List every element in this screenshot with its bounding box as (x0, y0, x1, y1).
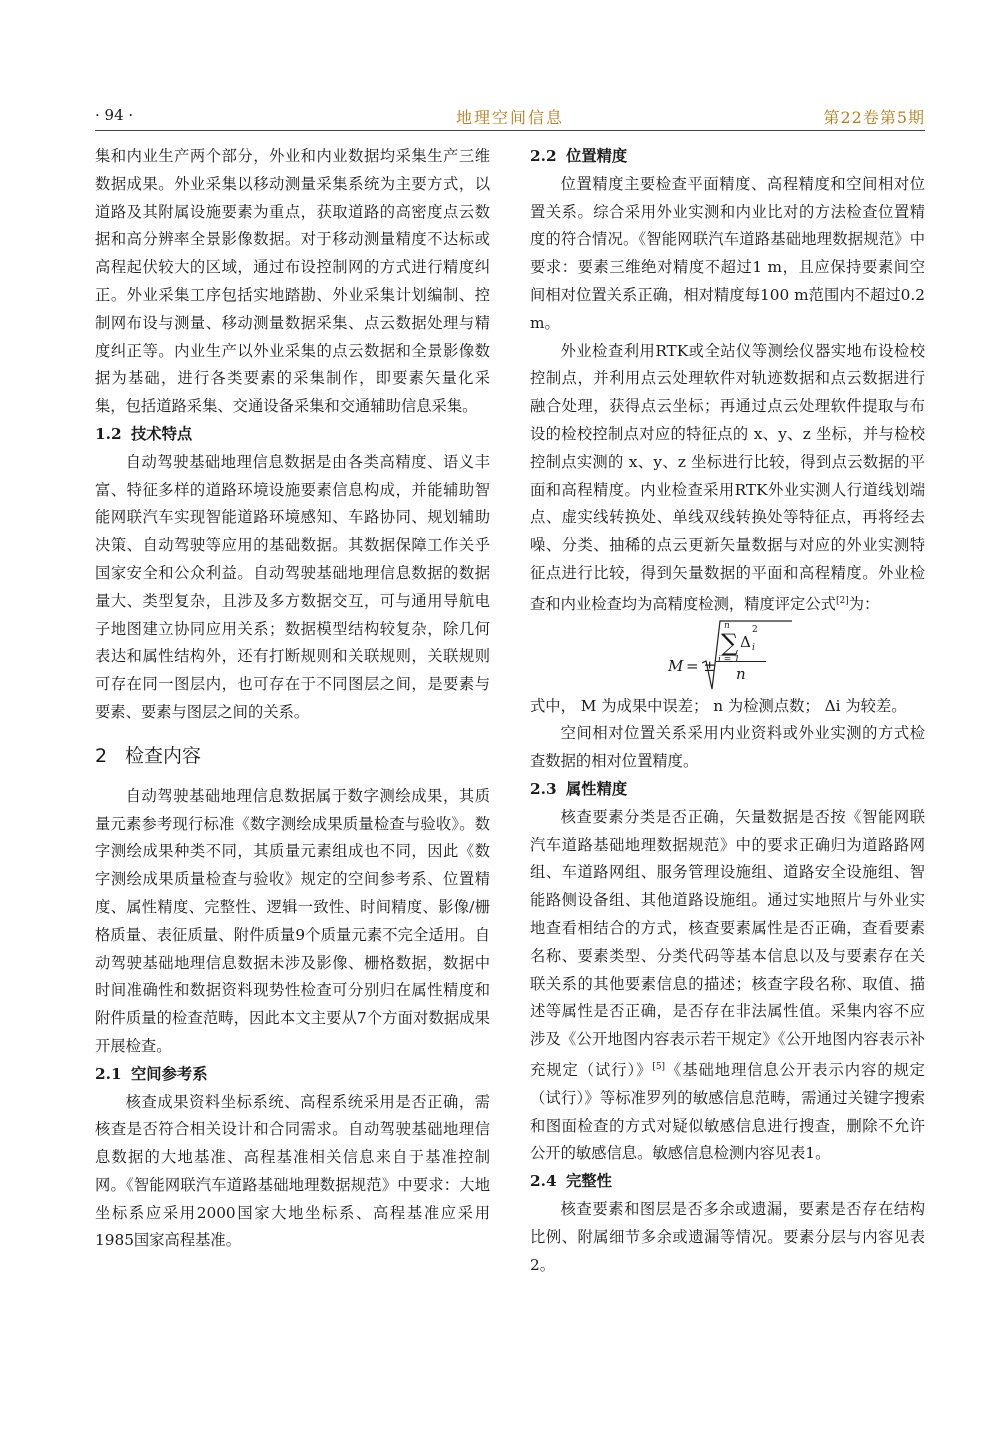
paragraph-field-check (530, 338, 925, 619)
section-number: 2.2 (530, 147, 557, 165)
formula-exponent: 2 (752, 624, 758, 635)
page-number: · 94 · (95, 106, 134, 124)
formula-symbol: = ± (686, 656, 716, 675)
section-number: 2 (95, 744, 108, 767)
section-heading-2-1 (95, 1061, 490, 1089)
section-number: 2.4 (530, 1172, 557, 1191)
section-heading-2-2 (530, 143, 925, 171)
section-number: 2.1 (95, 1064, 122, 1083)
fraction-bar (716, 661, 766, 662)
sqrt-sign (702, 619, 792, 693)
left-column (95, 143, 490, 1255)
paragraph-attribute-accuracy (530, 804, 925, 1168)
section-heading-2-4 (530, 1168, 925, 1196)
citation: [5] (652, 1062, 666, 1072)
section-title: 空间参考系 (131, 1064, 208, 1083)
formula-subscript: i (752, 642, 755, 653)
paragraph-tech-features: 自动驾驶基础地理信息数据是由各类高精度、语义丰富、特征多样的道路环境设施要素信息构成，并能辅助智能网联汽车实现智能道路环境感知、车路协同、规划辅助决策、自动驾驶等应用的基础数据。其数据保障工作关乎国家安全和公众利益。自动驾驶基础地理信息数据的数据量大、类型复杂，且涉及多方数据交互，可与通用导航电子地图建立协同应用关系；数据模型结构较复杂，除几何表达和属性结构外，还有打断规则和关联规则，关联规则可存在同一图层内，也可存在于不同图层之间，是要素与要素、要素与图层之间的关系。 (95, 452, 490, 721)
paragraph-formula-legend: 式中， M 为成果中误差； n 为检测点数； Δi 为较差。 (530, 696, 907, 715)
paragraph-text: 外业检查利用RTK或全站仪等测绘仪器实地布设检校控制点，并利用点云处理软件对轨迹数据和点云数据进行融合处理，获得点云坐标；再通过点云处理软件提取与布设的检校控制点对应的特征点的 x、y、z 坐标，并与检校控制点实测的 x、y、z 坐标进行比较，得到点云数据的平面和高程精度。内业检查采用RTK外业实测人行道线划端点、虚实线转换处、单线双线转换处等特征点，再将经去噪、分类、抽稀的点云更新矢量数据与对应的外业实测特征点进行比较，得到矢量数据的平面和高程精度。外业检查和内业检查均为高精度检测，精度评定公式 (530, 341, 925, 613)
section-title: 位置精度 (566, 147, 628, 165)
paragraph-text: 《基础地理信息公开表示内容的规定（试行）》等标准罗列的敏感信息范畴，需通过关键字搜索和图面检查的方式对疑似敏感信息进行搜查，删除不允许公开的敏感信息。敏感信息检测内容见表1。 (530, 1061, 925, 1163)
section-title: 检查内容 (125, 744, 202, 767)
paragraph-continued: 集和内业生产两个部分，外业和内业数据均采集生产三维数据成果。外业采集以移动测量采集系统为主要方式，以道路及其附属设施要素为重点，获取道路的高密度点云数据和高分辨率全景影像数据。对于移动测量精度不达标或高程起伏较大的区域，通过布设控制网的方式进行精度纠正。外业采集工序包括实地踏勘、外业采集计划编制、控制网布设与测量、移动测量数据采集、点云数据处理与精度纠正等。内业生产以外业采集的点云数据和全景影像数据为基础，进行各类要素的采集制作，即要素矢量化采集，包括道路采集、交通设备采集和交通辅助信息采集。 (95, 147, 490, 416)
right-column (530, 143, 925, 1279)
sum-lower-limit: i = 1 (718, 654, 740, 665)
section-title: 属性精度 (566, 780, 628, 799)
section-title: 完整性 (566, 1172, 612, 1191)
paragraph-relative-position: 空间相对位置关系采用内业资料或外业实测的方式检查数据的相对位置精度。 (530, 724, 925, 771)
formula-symbol: M (668, 656, 684, 675)
section-heading-2 (95, 743, 490, 769)
paragraph-position-accuracy: 位置精度主要检查平面精度、高程精度和空间相对位置关系。综合采用外业实测和内业比对的方法检查位置精度的符合情况。《智能网联汽车道路基础地理数据规范》中要求：要素三维绝对精度不超过1 m，且应保持要素间空间相对位置关系正确，相对精度每100 m范围内不超过0.2 m。 (530, 174, 925, 332)
formula-rmse (530, 619, 925, 693)
paragraph-completeness: 核查要素和图层是否多余或遗漏，要素是否存在结构比例、附属细节多余或遗漏等情况。要素分层与内容见表2。 (530, 1200, 925, 1274)
section-number: 2.3 (530, 780, 557, 799)
section-heading-2-3 (530, 776, 925, 804)
formula-denominator: n (736, 664, 746, 683)
running-header (95, 104, 925, 131)
paragraph-spatial-reference: 核查成果资料坐标系统、高程系统采用是否正确，需核查是否符合相关设计和合同需求。自动驾驶基础地理信息数据的大地基准、高程基准相关信息来自于基准控制网。《智能网联汽车道路基础地理数据规范》中要求：大地坐标系应采用2000国家大地坐标系、高程基准应采用1985国家高程基准。 (95, 1092, 490, 1250)
paragraph-text: 核查要素分类是否正确，矢量数据是否按《智能网联汽车道路基础地理数据规范》中的要求正确归为道路路网组、车道路网组、服务管理设施组、道路安全设施组、智能路侧设备组、其他道路设施组。通过实地照片与外业实地查看相结合的方式，核查要素属性是否正确，查看要素名称、要素类型、分类代码等基本信息以及与要素存在关联关系的其他要素信息的描述；核查字段名称、取值、描述等属性是否正确，是否存在非法属性值。采集内容不应涉及《公开地图内容表示若干规定》《公开地图内容表示补充规定（试行）》 (530, 807, 925, 1080)
summation-symbol: ∑ (721, 628, 739, 657)
paragraph-check-content: 自动驾驶基础地理信息数据属于数字测绘成果，其质量元素参考现行标准《数字测绘成果质量检查与验收》。数字测绘成果种类不同，其质量元素组成也不同，因此《数字测绘成果质量检查与验收》规定的空间参考系、位置精度、属性精度、完整性、逻辑一致性、时间精度、影像/栅格质量、表征质量、附件质量9个质量元素不完全适用。自动驾驶基础地理信息数据未涉及影像、栅格数据，数据中时间准确性和数据资料现势性检查可分别归在属性精度和附件质量的检查范畴，因此本文主要从7个方面对数据成果开展检查。 (95, 786, 490, 1055)
citation: [2] (835, 595, 849, 606)
section-heading-1-2 (95, 421, 490, 449)
section-title: 技术特点 (131, 424, 193, 443)
journal-name: 地理空间信息 (455, 108, 564, 127)
sum-upper-limit: n (724, 620, 730, 631)
section-number: 1.2 (95, 424, 122, 443)
paragraph-text: 为： (848, 594, 880, 613)
issue-info: 第22卷第5期 (823, 108, 925, 127)
formula-symbol: Δ (740, 632, 751, 651)
